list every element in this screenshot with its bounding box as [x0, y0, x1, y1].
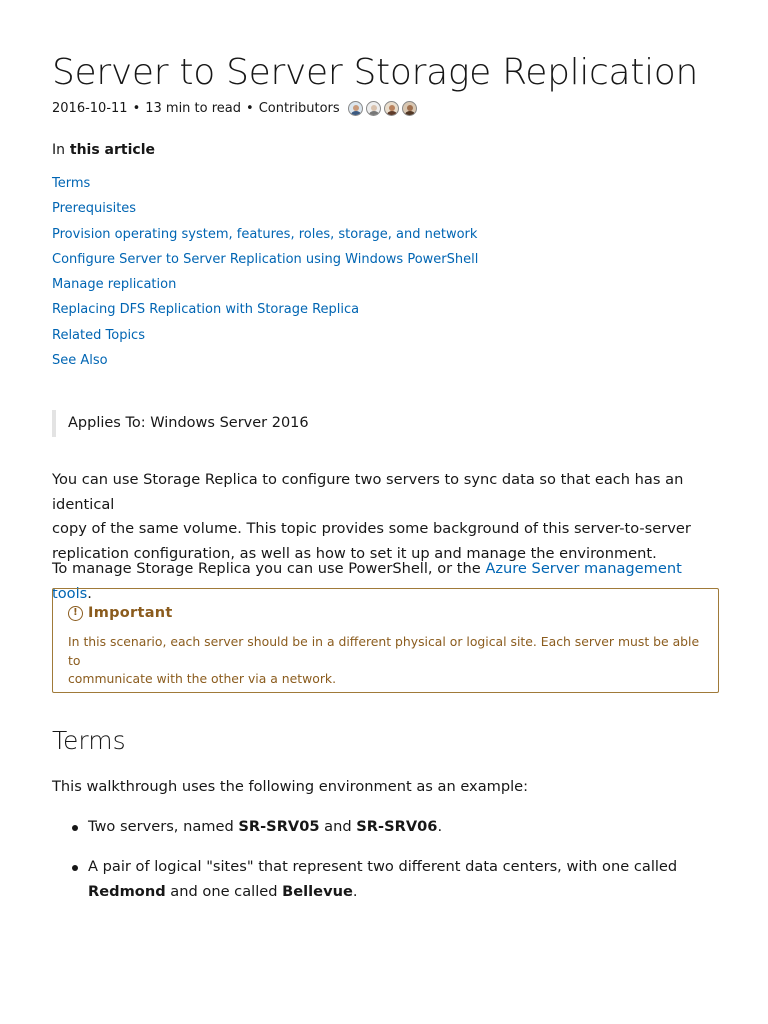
avatar-body — [351, 111, 361, 116]
important-alert — [52, 588, 719, 693]
contributor-avatars — [348, 101, 420, 116]
avatar-face — [389, 105, 395, 111]
toc-link-terms[interactable]: Terms — [52, 176, 91, 191]
toc-heading — [52, 142, 155, 158]
avatar-face — [353, 105, 359, 111]
contributor-avatar-2[interactable] — [366, 101, 381, 116]
toc-item — [52, 176, 478, 201]
manage-text-end: . — [87, 584, 92, 602]
toc-item — [52, 302, 478, 327]
important-line: In this scenario, each server should be in a different physical or logical site. Each server must be able to — [68, 634, 700, 668]
contributors-label: Contributors — [258, 101, 340, 116]
avatar-body — [405, 111, 415, 116]
toc-heading-rest: this article — [65, 142, 155, 158]
important-label: Important — [88, 605, 173, 621]
meta-separator: • — [246, 101, 254, 116]
terms-heading: Terms — [52, 726, 126, 755]
toc-link-replacing-dfs[interactable]: Replacing DFS Replication with Storage Replica — [52, 302, 360, 318]
article-meta — [52, 101, 420, 116]
toc-item — [52, 227, 478, 252]
list-item — [52, 855, 677, 904]
intro-line: replication configuration, as well as how to set it up and manage the environment. — [52, 544, 657, 562]
toc-link-configure[interactable]: Configure Server to Server Replication using Windows PowerShell — [52, 251, 479, 267]
server-name: SR-SRV05 — [238, 818, 320, 835]
toc-item — [52, 353, 478, 378]
page-title: Server to Server Storage Replication — [52, 52, 699, 93]
bullet-text: . — [437, 818, 443, 835]
intro-line: copy of the same volume. This topic provides some background of this server-to-server — [52, 520, 691, 537]
server-name: SR-SRV06 — [356, 818, 438, 835]
toc-link-manage[interactable]: Manage replication — [52, 277, 177, 293]
meta-separator: • — [132, 101, 141, 116]
azure-tools-link[interactable]: Azure Server management tools — [52, 560, 682, 602]
manage-text: To manage Storage Replica you can use PowerShell, or the — [52, 560, 486, 577]
toc-link-provision[interactable]: Provision operating system, features, roles, storage, and network — [52, 226, 478, 242]
publish-date: 2016-10-11 — [52, 101, 128, 116]
intro-line: You can use Storage Replica to configure two servers to sync data so that each has an identical — [52, 471, 684, 513]
toc-item — [52, 328, 478, 353]
bullet-text: . — [352, 882, 358, 900]
important-heading — [68, 605, 702, 621]
list-item — [52, 815, 442, 840]
bullet-text: and one called — [165, 882, 283, 900]
avatar-body — [369, 111, 379, 116]
toc-item — [52, 277, 478, 302]
toc-link-see-also[interactable]: See Also — [52, 353, 108, 369]
toc-list — [52, 176, 478, 378]
important-line: communicate with the other via a network. — [68, 671, 337, 686]
toc-item — [52, 252, 478, 277]
terms-list — [52, 855, 677, 904]
contributor-avatar-3[interactable] — [384, 101, 399, 116]
avatar-face — [407, 105, 413, 111]
contributor-avatar-1[interactable] — [348, 101, 363, 116]
toc-link-prerequisites[interactable]: Prerequisites — [52, 201, 137, 217]
contributor-avatar-4[interactable] — [402, 101, 417, 116]
avatar-body — [387, 111, 397, 116]
avatar-face — [371, 105, 377, 111]
toc-heading-prefix: In — [52, 142, 66, 158]
site-name: Bellevue — [282, 882, 353, 900]
terms-intro: This walkthrough uses the following environment as an example: — [52, 778, 529, 795]
bullet-text: A pair of logical "sites" that represent two different data centers, with one called — [88, 858, 678, 875]
site-name: Redmond — [88, 882, 166, 900]
toc-item — [52, 201, 478, 226]
important-body — [68, 633, 702, 689]
applies-to-note: Applies To: Windows Server 2016 — [52, 410, 309, 437]
bullet-text: and — [319, 818, 357, 835]
read-time: 13 min to read — [145, 101, 242, 116]
terms-list — [52, 815, 442, 840]
toc-link-related-topics[interactable]: Related Topics — [52, 327, 145, 343]
intro-paragraph — [52, 468, 720, 566]
info-circle-icon: ! — [68, 606, 83, 621]
bullet-text: Two servers, named — [88, 818, 239, 835]
